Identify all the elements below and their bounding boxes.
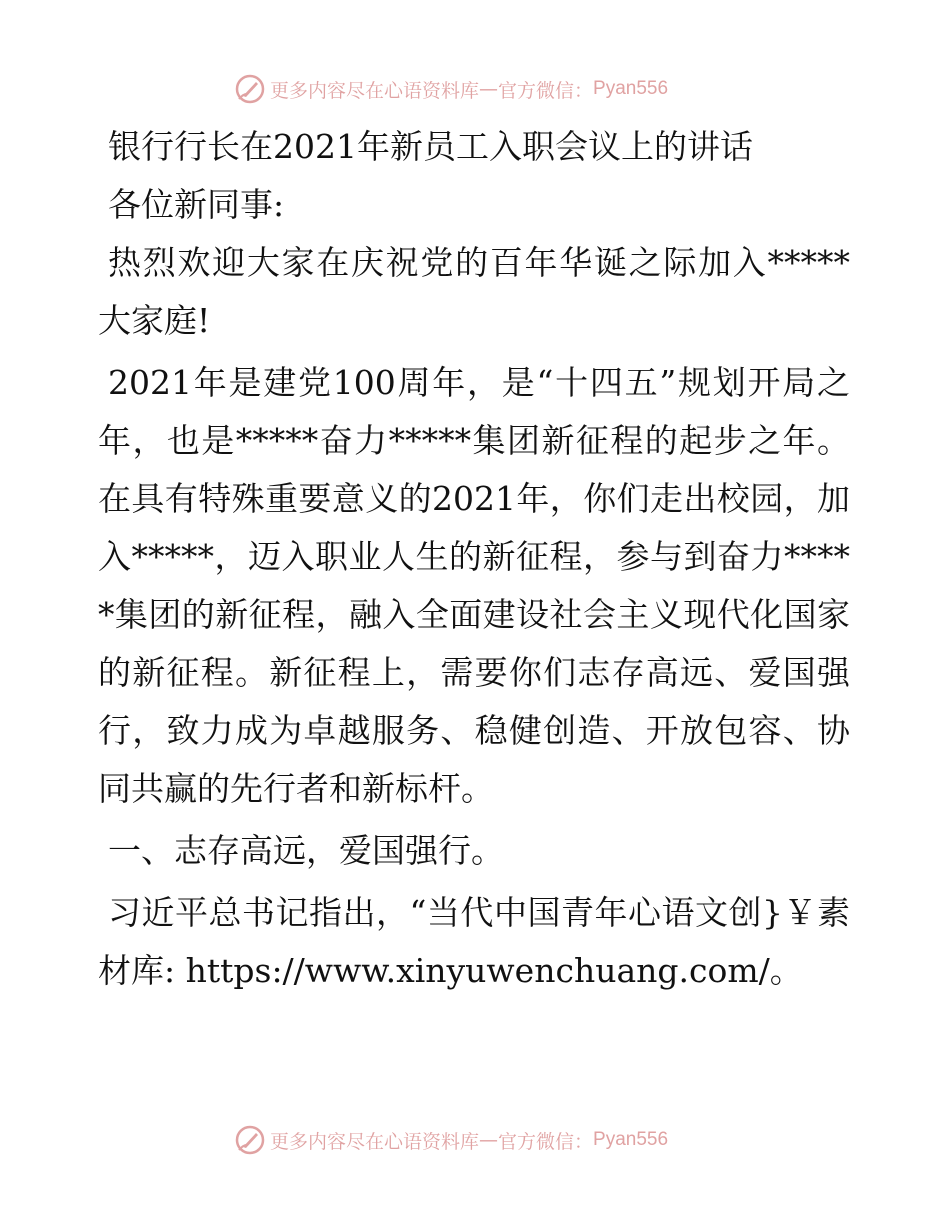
watermark-wechat-id: Pyan556 <box>593 78 669 99</box>
document-body <box>98 118 850 1004</box>
greeting: 各位新同事: <box>108 185 285 224</box>
paragraph-quote: 习近平总书记指出，“当代中国青年心语文创}￥素材库: https://www.xinyuwenchuang.com/。 <box>98 893 850 990</box>
paragraph-welcome: 热烈欢迎大家在庆祝党的百年华诞之际加入*****大家庭! <box>98 243 850 340</box>
section-heading-1: 一、志存高远，爱国强行。 <box>108 831 504 870</box>
quill-circle-logo-icon <box>234 1124 266 1156</box>
footer-watermark <box>234 1123 668 1157</box>
document-title: 银行行长在2021年新员工入职会议上的讲话 <box>108 127 753 166</box>
watermark-official-label: 官方微信： <box>498 1130 594 1153</box>
quill-circle-logo-icon <box>234 73 266 105</box>
paragraph-intro: 2021年是建党100周年，是“十四五”规划开局之年，也是*****奋力*****集团新征程的起步之年。在具有特殊重要意义的2021年，你们走出校园，加入*****，迈入职业人生的新征程，参与到奋力*****集团的新征程，融入全面建设社会主义现代化国家的新征程。新征程上，需要你们志存高远、爱国强行，致力成为卓越服务、稳健创造、开放包容、协同共赢的先行者和新标杆。 <box>98 363 850 808</box>
watermark-dash: — <box>479 78 499 100</box>
watermark-official-label: 官方微信： <box>498 79 594 102</box>
watermark-text: 更多内容尽在心语资料库 <box>270 79 480 102</box>
header-watermark <box>234 72 668 106</box>
watermark-text: 更多内容尽在心语资料库 <box>270 1130 480 1153</box>
watermark-dash: — <box>479 1129 499 1151</box>
watermark-wechat-id: Pyan556 <box>593 1129 669 1150</box>
